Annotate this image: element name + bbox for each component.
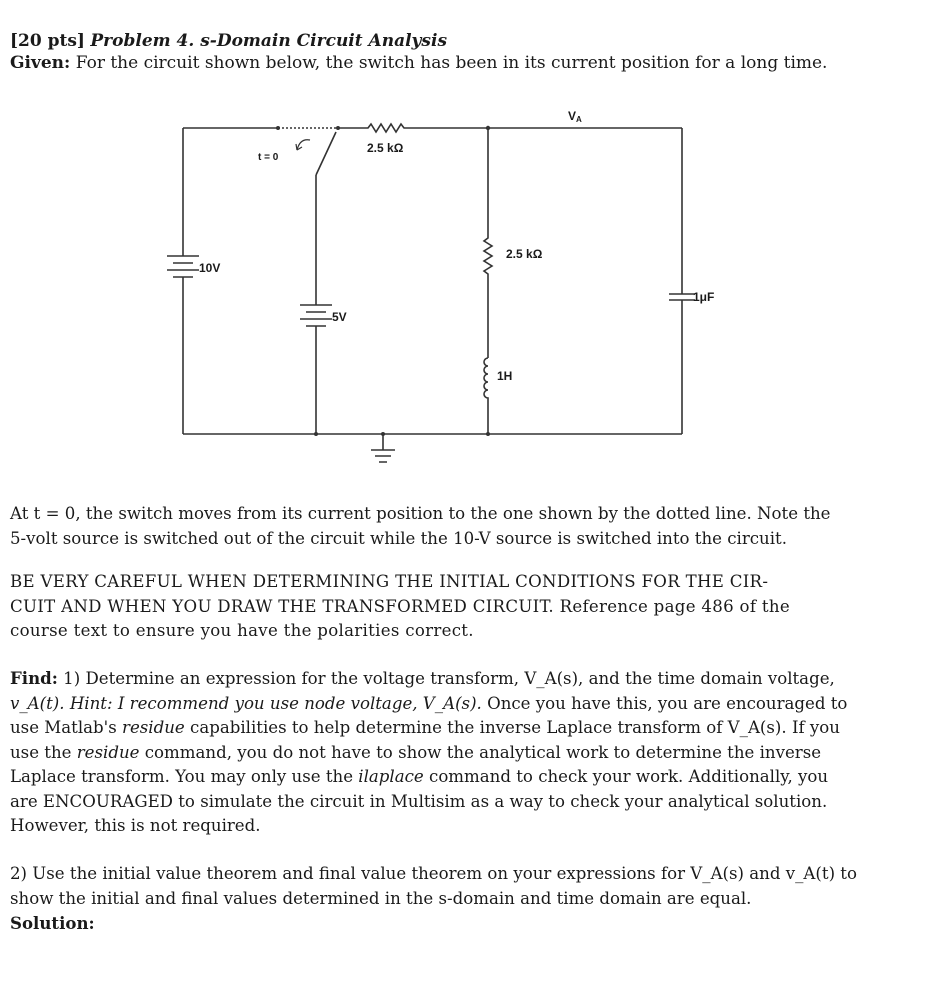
find-label: Find: [10, 668, 58, 688]
source-mid-label: 5V [332, 310, 347, 324]
problem-title: Problem 4. s-Domain Circuit Analysis [90, 31, 448, 51]
resistor-top-label: 2.5 kΩ [367, 141, 404, 155]
switch-contact-left [276, 126, 280, 130]
given-line [10, 52, 915, 74]
switch-contact-right [336, 126, 340, 130]
solution-label: Solution: [10, 913, 95, 933]
resistor-mid-label: 2.5 kΩ [506, 247, 543, 261]
paragraph-warning: BE VERY CAREFUL WHEN DETERMINING THE INITIAL CONDITIONS FOR THE CIR- CUIT AND WHEN YOU DRAW THE TRANSFORMED CIRCUIT. Reference page 486 of the course text to ensure you have the polarities correct. [10, 572, 790, 640]
paragraph-find: Find: 1) Determine an expression for the voltage transform, V_A(s), and the time domain voltage, v_A(t). Hint: I recommend you use node voltage, V_A(s). Once you have this, you are encouraged to use Matlab's residue capabilities to help determine the inverse Laplace transform of V_A(s). If you use the residue command, you do not have to show the analytical work to determine the inverse Laplace transform. You may only use the ilaplace command to check your work. Additionally, you are ENCOURAGED to simulate the circuit in Multisim as a way to check your analytical solution. However, this is not required. [10, 668, 848, 835]
switch-label: t = 0 [258, 152, 279, 163]
problem-header [10, 30, 915, 74]
inductor [484, 358, 488, 434]
capacitor-label: 1μF [693, 290, 715, 304]
resistor-mid [484, 128, 492, 358]
ground-icon [371, 450, 395, 462]
source-left-label: 10V [199, 261, 221, 275]
inductor-label: 1H [497, 369, 513, 383]
points-label: [20 pts] [10, 31, 85, 51]
paragraph-switch: At t = 0, the switch moves from its current position to the one shown by the dotted line. Note the 5-volt source is switched out of the circuit while the 10-V source is switched into the circuit. [10, 504, 831, 548]
given-text: For the circuit shown below, the switch has been in its current position for a long time. [75, 53, 828, 73]
resistor-top [338, 124, 682, 132]
problem-title-line [10, 30, 915, 52]
circuit-diagram [0, 100, 927, 470]
switch-blade [316, 132, 336, 175]
paragraph-part2: 2) Use the initial value theorem and final value theorem on your expressions for V_A(s) and v_A(t) to show the initial and final values determined in the s-domain and time domain are equal. Solution: [10, 862, 910, 936]
node-va-label: VA [568, 109, 582, 124]
given-label: Given: [10, 53, 71, 73]
